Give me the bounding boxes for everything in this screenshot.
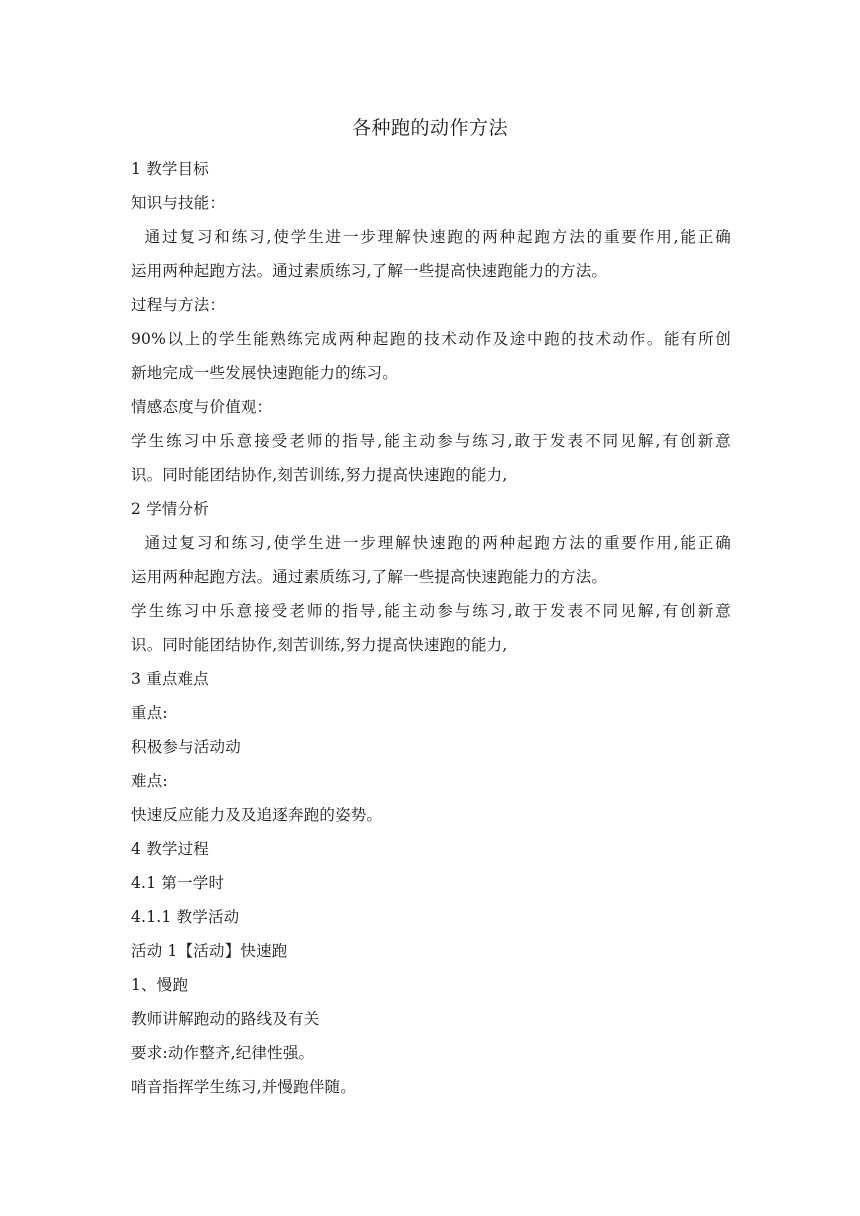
list-item: 1、慢跑: [131, 976, 189, 994]
paragraph-line: 识。同时能团结协作,刻苦训练,努力提高快速跑的能力,: [131, 636, 508, 654]
heading-key-difficult-points: 3 重点难点: [131, 670, 209, 688]
paragraph-line: 运用两种起跑方法。通过素质练习,了解一些提高快速跑能力的方法。: [131, 568, 608, 586]
paragraph-line: 运用两种起跑方法。通过素质练习,了解一些提高快速跑能力的方法。: [131, 262, 608, 280]
subheading-first-period: 4.1 第一学时: [131, 874, 225, 892]
subheading-key-point: 重点:: [131, 704, 168, 722]
heading-teaching-process: 4 教学过程: [131, 840, 209, 858]
heading-teaching-goals: 1 教学目标: [131, 160, 209, 178]
paragraph-line: 新地完成一些发展快速跑能力的练习。: [131, 364, 398, 382]
paragraph-line: 要求:动作整齐,纪律性强。: [131, 1044, 315, 1062]
paragraph-line: 学生练习中乐意接受老师的指导,能主动参与练习,敢于发表不同见解,有创新意: [131, 602, 731, 620]
paragraph-line: 哨音指挥学生练习,并慢跑伴随。: [131, 1078, 356, 1096]
document-body: [131, 152, 731, 1104]
paragraph-line: 学生练习中乐意接受老师的指导,能主动参与练习,敢于发表不同见解,有创新意: [131, 432, 731, 450]
paragraph-line: 通过复习和练习,使学生进一步理解快速跑的两种起跑方法的重要作用,能正确: [131, 228, 731, 246]
paragraph-line: 识。同时能团结协作,刻苦训练,努力提高快速跑的能力,: [131, 466, 508, 484]
paragraph-line: 积极参与活动动: [131, 738, 241, 756]
subheading-difficult-point: 难点:: [131, 772, 168, 790]
document-title: 各种跑的动作方法: [351, 117, 508, 139]
subheading-attitude-values: 情感态度与价值观：: [131, 398, 273, 416]
subheading-process-method: 过程与方法：: [131, 296, 226, 314]
heading-learning-analysis: 2 学情分析: [131, 500, 209, 518]
paragraph-line: 通过复习和练习,使学生进一步理解快速跑的两种起跑方法的重要作用,能正确: [131, 534, 731, 552]
subheading-knowledge-skills: 知识与技能：: [131, 194, 226, 212]
subheading-teaching-activity: 4.1.1 教学活动: [131, 908, 240, 926]
paragraph-line: 90%以上的学生能熟练完成两种起跑的技术动作及途中跑的技术动作。能有所创: [131, 330, 731, 348]
paragraph-line: 快速反应能力及及追逐奔跑的姿势。: [131, 806, 383, 824]
activity-title: 活动 1【活动】快速跑: [131, 942, 288, 960]
paragraph-line: 教师讲解跑动的路线及有关: [131, 1010, 320, 1028]
